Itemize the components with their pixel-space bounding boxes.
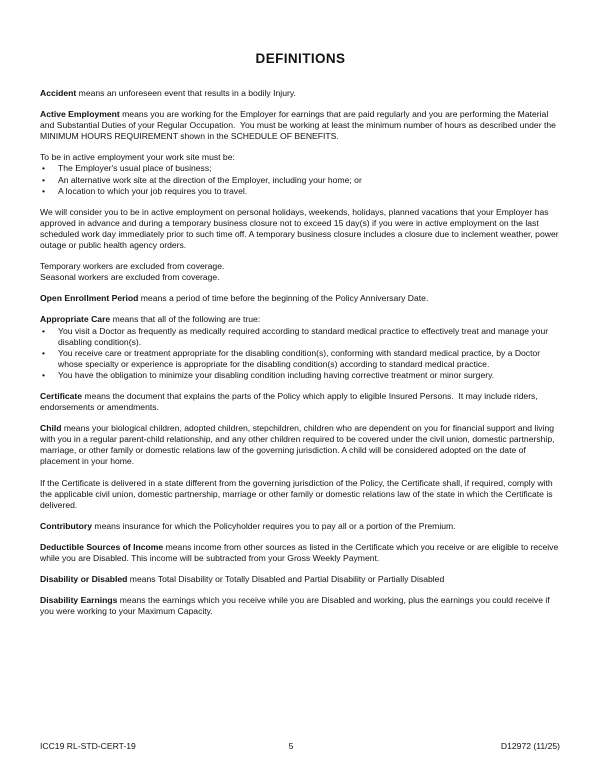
list-item <box>40 163 561 174</box>
work-site-bullet-list <box>40 163 561 196</box>
page-footer <box>40 740 560 752</box>
definition-term-disability-earnings: Disability Earnings <box>40 595 118 606</box>
definition-certificate <box>40 391 561 413</box>
bullet-icon: • <box>42 325 46 336</box>
list-item-label: You receive care or treatment appropriate for the disabling condition(s), conforming with standard medical practice, by a Doctor whose specialty or experience is appropriate for the disabling condition(s) according to standard medical practice. <box>58 347 541 369</box>
definition-body-deductible-sources-of-income: means income from other sources as listed in the Certificate which you receive or are eligible to receive while you are Disabled. This income will be subtracted from your Gross Weekly Payment. <box>40 541 561 563</box>
list-item-label: The Employer's usual place of business; <box>58 163 212 174</box>
definition-child <box>40 423 561 467</box>
definition-term-disability-or-disabled: Disability or Disabled <box>40 574 128 585</box>
list-item-label: You have the obligation to minimize your disabling condition including having corrective treatment or minor surgery. <box>58 369 495 380</box>
definition-active-employment <box>40 109 561 142</box>
definition-term-contributory: Contributory <box>40 520 93 531</box>
bullet-icon: • <box>42 185 46 196</box>
appropriate-care-bullet-list <box>40 326 561 381</box>
definition-term-appropriate-care: Appropriate Care <box>40 314 111 325</box>
list-item-label: A location to which your job requires you to travel. <box>58 185 248 196</box>
definition-term-accident: Accident <box>40 88 77 98</box>
seasonal-workers-note: Seasonal workers are excluded from coverage. <box>40 272 220 283</box>
definition-term-child: Child <box>40 423 62 434</box>
definition-contributory <box>40 521 561 532</box>
work-site-intro: To be in active employment your work site must be: <box>40 152 235 163</box>
definition-open-enrollment-period <box>40 293 561 304</box>
definition-body-appropriate-care: means that all of the following are true: <box>110 314 261 325</box>
active-employment-consider-paragraph: We will consider you to be in active employment on personal holidays, weekends, holidays, planned vacations that your Employer has approved in advance and during a temporary business closure not to exceed 15 day(s) if you were in active employment on the last scheduled work day immediately prior to such time off. A temporary business closure includes a closure due to inclement weather, power outage or public health agency orders. <box>40 206 561 251</box>
document-body <box>40 52 561 627</box>
definition-disability-or-disabled <box>40 574 561 585</box>
bullet-icon: • <box>42 369 46 380</box>
list-item-label: An alternative work site at the direction of the Employer, including your home; or <box>58 174 362 185</box>
list-item <box>40 326 561 348</box>
definition-body-disability-earnings: means the earnings which you receive while you are Disabled and working, plus the earnings you could receive if you were working to your Maximum Capacity. <box>40 595 553 617</box>
temporary-workers-note: Temporary workers are excluded from coverage. <box>40 261 225 272</box>
definition-body-disability-or-disabled: means Total Disability or Totally Disabled and Partial Disability or Partially Disabled <box>127 574 445 585</box>
definition-body-certificate: means the document that explains the parts of the Policy which apply to eligible Insured Persons. It may include riders, endorsements or amendments. <box>40 390 541 413</box>
definition-term-active-employment: Active Employment <box>40 109 120 120</box>
definition-appropriate-care <box>40 314 561 325</box>
definition-body-child: means your biological children, adopted children, stepchildren, children who are dependent on you for financial support and living with you in a regular parent-child relationship, and any other children required to be covered under the civil union, domestic partnership, marriage, or other family or domestic relations law of the governing jurisdiction. A child will be considered adopted on the date of placement in your home. <box>40 423 557 467</box>
definition-body-accident: means an unforeseen event that results in a bodily Injury. <box>76 88 296 98</box>
list-item <box>40 175 561 186</box>
definition-body-contributory: means insurance for which the Policyholder requires you to pay all or a portion of the Premium. <box>92 520 456 531</box>
list-item <box>40 348 561 370</box>
child-delivery-paragraph: If the Certificate is delivered in a state different from the governing jurisdiction of the Policy, the Certificate shall, if required, comply with the applicable civil union, domestic partnership, marriage or other family or domestic relations law of the state in which the Certificate is delivered. <box>40 477 556 510</box>
footer-form-number: ICC19 RL-STD-CERT-19 <box>40 741 136 751</box>
definition-term-open-enrollment-period: Open Enrollment Period <box>40 293 139 304</box>
page-title: DEFINITIONS <box>255 51 346 66</box>
definition-disability-earnings <box>40 595 561 617</box>
bullet-icon: • <box>42 163 46 174</box>
definition-deductible-sources-of-income <box>40 542 561 564</box>
footer-document-code: D12972 (11/25) <box>500 741 560 751</box>
list-item <box>40 186 561 197</box>
definition-body-active-employment: means you are working for the Employer for earnings that are paid regularly and you are performing the Material and Substantial Duties of your Regular Occupation. You must be working at least the minimum number of hours as described under the MINIMUM HOURS REQUIREMENT shown in the SCHEDULE OF BENEFITS. <box>40 109 559 142</box>
definition-body-open-enrollment-period: means a period of time before the beginning of the Policy Anniversary Date. <box>138 293 429 304</box>
footer-page-number: 5 <box>288 741 294 751</box>
list-item <box>40 370 561 381</box>
list-item-label: You visit a Doctor as frequently as medically required according to standard medical practice to effectively treat and manage your disabling condition(s). <box>58 325 549 347</box>
bullet-icon: • <box>42 347 46 358</box>
definition-term-deductible-sources-of-income: Deductible Sources of Income <box>40 541 164 552</box>
definition-accident <box>40 88 561 99</box>
definition-term-certificate: Certificate <box>40 390 83 401</box>
bullet-icon: • <box>42 174 46 185</box>
